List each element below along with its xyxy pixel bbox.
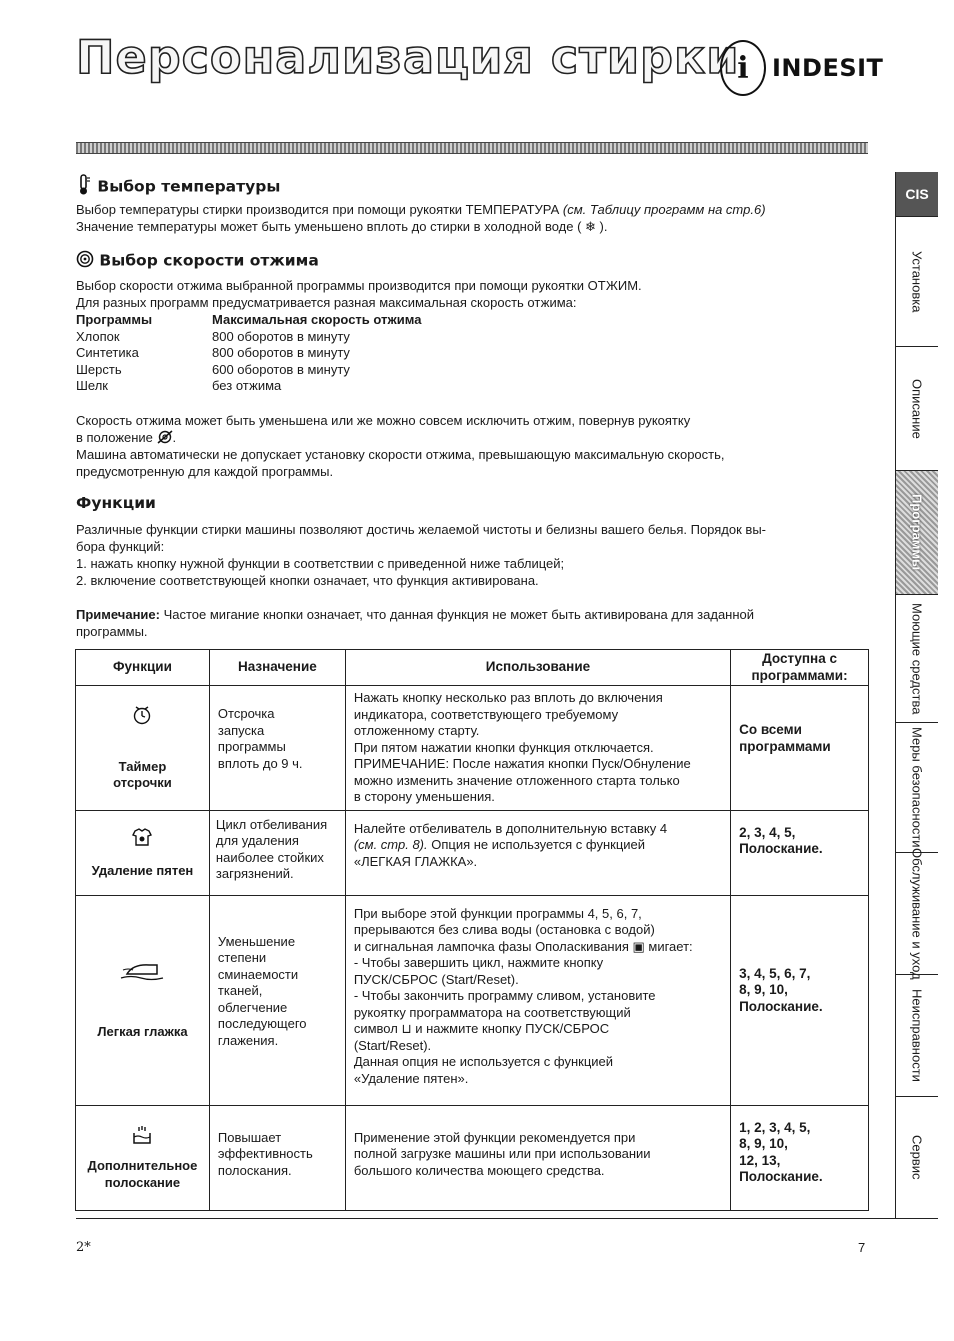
timer-availability: Со всеми программами [731,686,869,811]
logo-emblem: i [720,40,766,96]
tab-troubleshooting[interactable]: Неисправности [896,974,938,1096]
timer-usage: Нажать кнопку несколько раз вплоть до включения индикатора, соответствующего требуемому отложенному старту. При пятом нажатии кнопки функция отключается. ПРИМЕЧАНИЕ: После нажатия кнопки Пуск/Обнуление можно изменить значение отложенного старта только в сторону уменьшения. [345,686,730,811]
easy-iron-availability: 3, 4, 5, 6, 7, 8, 9, 10, Полоскание. [731,895,869,1105]
spin-speed-table [76,312,421,395]
extra-rinse-purpose: Повышает эффективность полоскания. [209,1105,345,1210]
header-band [76,142,868,154]
table-row [76,810,869,895]
spin-icon [76,250,94,272]
easy-iron-usage: При выборе этой функции программы 4, 5, 6, 7, прерываются без слива воды (остановка с водой) и сигнальная лампочка фазы Ополаскивания ▣ мигает: - Чтобы завершить цикл, нажмите кнопку ПУСК/СБРОС (Start/Reset). - Чтобы закончить программу сливом, установите рукоятку программатора на соответствующий символ ⊔ и нажмите кнопку ПУСК/СБРОС (Start/Reset). Данная опция не используется с функцией «Удаление пятен». [345,895,730,1105]
tab-installation[interactable]: Установка [896,216,938,346]
spin-note-3: Машина автоматически не допускает установку скорости отжима, превышающую максимальную скорость, [76,447,725,462]
stain-removal-icon [76,826,209,853]
functions-title: Функции [76,494,156,512]
footer-rule [76,1218,938,1219]
tab-description[interactable]: Описание [896,346,938,470]
table-row [76,686,869,811]
logo-text: INDESIT [772,54,884,82]
spin-table-header: Программы Максимальная скорость отжима [76,312,422,327]
function-extra-rinse: Дополнительное полоскание [76,1105,210,1210]
header-available: Доступна с программами: [731,650,869,686]
stain-availability: 2, 3, 4, 5, Полоскание. [731,810,869,895]
header-usage: Использование [345,650,730,686]
no-spin-icon [157,430,173,448]
tab-service[interactable]: Сервис [896,1096,938,1218]
header-functions: Функции [76,650,210,686]
tab-safety[interactable]: Меры безопасности [896,722,938,852]
spin-note-2: в положение . [76,429,176,448]
page-title: Персонализация стирки [76,30,740,84]
functions-table-header [76,650,869,686]
functions-table [75,649,869,1211]
spin-table-row: Синтетика 800 оборотов в минуту [76,345,350,360]
functions-note-2: программы. [76,624,148,639]
functions-note-1: Примечание: Частое мигание кнопки означает, что данная функция не может быть активирована для заданной [76,607,755,622]
indesit-logo [720,40,883,96]
thermometer-icon [76,174,92,200]
functions-step-2: 2. включение соответствующей кнопки означает, что функция активирована. [76,573,539,588]
spin-table-row: Шерсть 600 оборотов в минуту [76,361,350,377]
spin-line-2: Для разных программ предусматривается разная максимальная скорость отжима: [76,295,577,310]
function-easy-iron: Легкая глажка [76,895,210,1105]
spin-note-4: предусмотренную для каждой программы. [76,464,334,479]
spin-line-1: Выбор скорости отжима выбранной программы производится при помощи рукоятки ОТЖИМ. [76,278,642,293]
temperature-title: Выбор температуры [97,177,281,196]
stain-purpose: Цикл отбеливания для удаления наиболее стойких загрязнений. [209,810,345,895]
spin-note-1: Скорость отжима может быть уменьшена или же можно совсем исключить отжим, повернув рукоятку [76,413,691,428]
functions-intro-1: Различные функции стирки машины позволяют достичь желаемой чистоты и белизны вашего белья. Порядок вы- [76,522,767,537]
easy-iron-icon [76,960,209,987]
delay-timer-icon [76,704,209,731]
spin-title: Выбор скорости отжима [99,251,319,270]
easy-iron-purpose: Уменьшение степени сминаемости тканей, облегчение последующего глажения. [209,895,345,1105]
extra-rinse-icon [76,1124,209,1151]
table-row [76,895,869,1105]
spin-table-row: Шелк без отжима [76,378,282,393]
function-delay-timer: Таймер отсрочки [76,686,210,811]
table-row [76,1105,869,1210]
function-stain-removal: Удаление пятен [76,810,210,895]
temperature-line-2: Значение температуры может быть уменьшено вплоть до стирки в холодной воде ( ❄ ). [76,219,608,234]
spin-table-row: Хлопок 800 оборотов в минуту [76,328,350,344]
tab-programs[interactable]: Программы [896,470,938,594]
timer-purpose: Отсрочка запуска программы вплоть до 9 ч. [209,686,345,811]
tab-cis[interactable]: CIS [896,172,938,216]
tab-detergents[interactable]: Моющие средства [896,594,938,722]
temperature-heading [76,174,280,200]
section-tabs [895,172,937,1218]
functions-step-1: 1. нажать кнопку нужной функции в соответствии с приведенной ниже таблицей; [76,556,565,571]
tab-maintenance[interactable]: Обслуживание и уход [896,852,938,974]
spin-heading [76,250,319,272]
footer-mark: 2* [76,1240,91,1255]
extra-rinse-usage: Применение этой функции рекомендуется при полной загрузке машины или при использовании большого количества моющего средства. [345,1105,730,1210]
functions-intro-2: бора функций: [76,539,165,554]
temperature-line-1: Выбор температуры стирки производится при помощи рукоятки ТЕМПЕРАТУРА (см. Таблицу программ на стр.6) [76,202,766,217]
page-number: 7 [858,1240,866,1255]
extra-rinse-availability: 1, 2, 3, 4, 5, 8, 9, 10, 12, 13, Полоскание. [731,1105,869,1210]
stain-usage: Налейте отбеливатель в дополнительную вставку 4 (см. стр. 8). Опция не используется с функцией «ЛЕГКАЯ ГЛАЖКА». [345,810,730,895]
header-purpose: Назначение [209,650,345,686]
